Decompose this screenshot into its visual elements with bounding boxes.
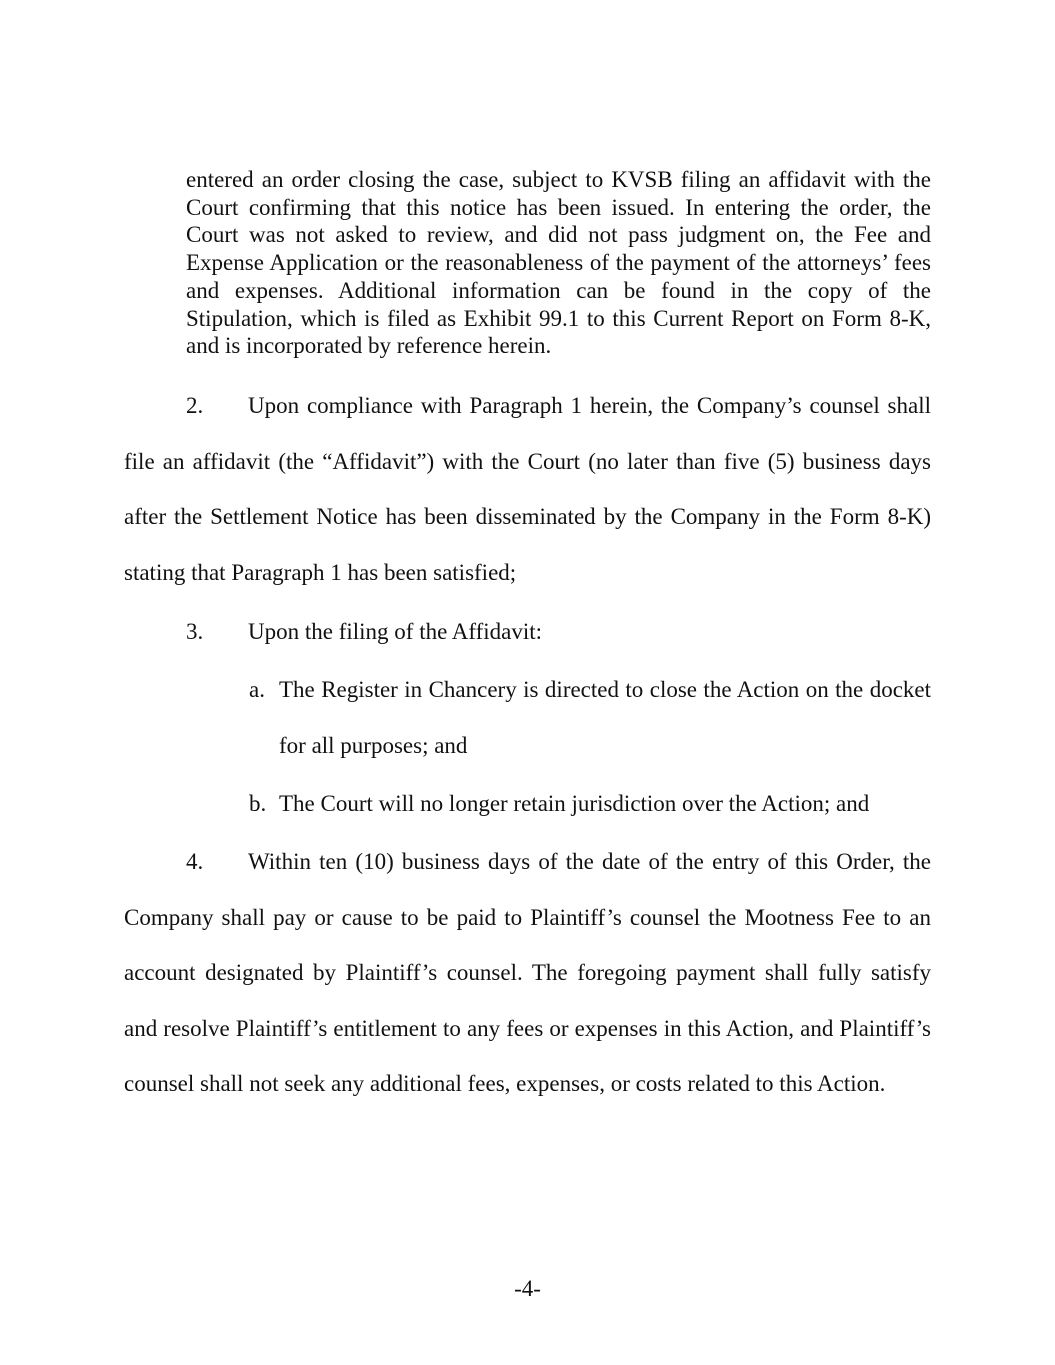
paragraph-2 — [124, 378, 931, 600]
paragraph-number: 3. — [186, 619, 204, 644]
paragraph-number: 2. — [186, 393, 204, 418]
sub-item-b — [249, 776, 931, 832]
sub-item-marker: a. — [249, 677, 265, 702]
paragraph-4 — [124, 834, 931, 1112]
paragraph-text: Within ten (10) business days of the date of the entry of this Order, the Company shall pay or cause to be paid to Plaintiff’s counsel the Mootness Fee to an account designated by Plaintiff’s counsel. The foregoing payment shall fully satisfy and resolve Plaintiff’s entitlement to any fees or expenses in this Action, and Plaintiff’s counsel shall not seek any additional fees, expenses, or costs related to this Action. — [124, 849, 931, 1096]
sub-item-marker: b. — [249, 791, 267, 816]
paragraph-number: 4. — [186, 849, 204, 874]
page-number: -4- — [514, 1276, 541, 1301]
sub-item-text: The Court will no longer retain jurisdiction over the Action; and — [279, 791, 870, 816]
paragraph-text: Upon the filing of the Affidavit: — [248, 619, 543, 644]
sub-item-text: The Register in Chancery is directed to close the Action on the docket for all purposes; and — [279, 677, 931, 758]
block-quote-text: entered an order closing the case, subject to KVSB filing an affidavit with the Court confirming that this notice has been issued. In entering the order, the Court was not asked to review, and did not pass judgment on, the Fee and Expense Application or the reasonableness of the payment of the attorneys’ fees and expenses. Additional information can be found in the copy of the Stipulation, which is filed as Exhibit 99.1 to this Current Report on Form 8-K, and is incorporated by reference herein. — [186, 167, 931, 359]
sub-item-a — [249, 662, 931, 773]
paragraph-text: Upon compliance with Paragraph 1 herein, the Company’s counsel shall file an affidavit (the “Affidavit”) with the Court (no later than five (5) business days after the Settlement Notice has been disseminated by the Company in the Form 8-K) stating that Paragraph 1 has been satisfied; — [124, 393, 931, 585]
paragraph-3 — [186, 604, 931, 660]
